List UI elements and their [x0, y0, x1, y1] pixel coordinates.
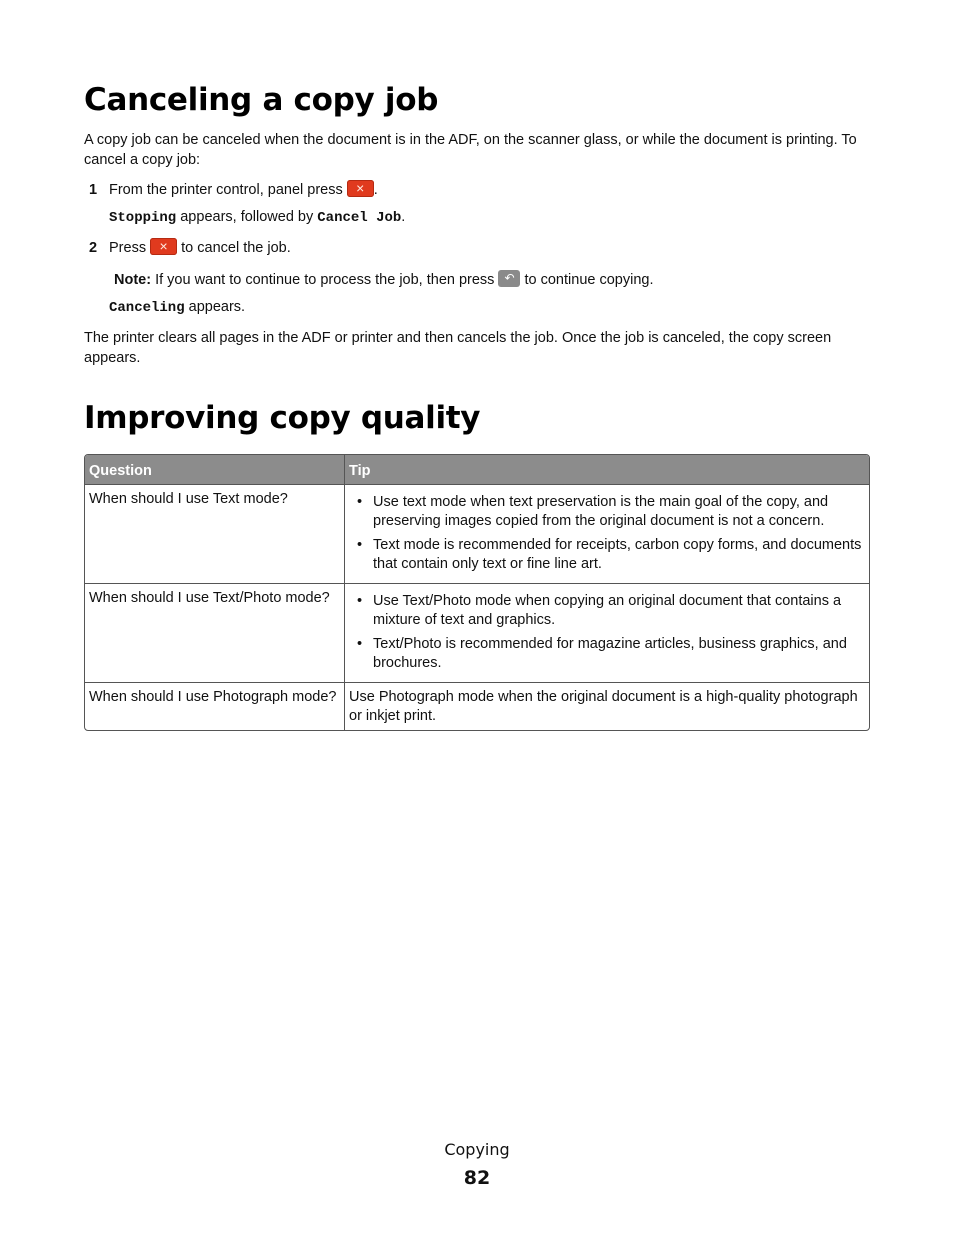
- tip-item: • Use text mode when text preservation is the main goal of the copy, and preserving images copied from the original document is not a concern.: [349, 493, 865, 531]
- copy-quality-table: [84, 454, 870, 731]
- step-text: From the printer control, panel press × .: [109, 180, 378, 200]
- table-header-row: [85, 455, 869, 485]
- canceling-appears: Canceling appears.: [109, 299, 246, 316]
- question-cell: When should I use Text/Photo mode?: [85, 584, 345, 683]
- column-header-tip: Tip: [345, 455, 869, 485]
- note-label: Note:: [114, 272, 152, 288]
- table-row: [85, 584, 869, 683]
- column-header-question: Question: [85, 455, 345, 485]
- step-1-result: Stopping appears, followed by Cancel Job.: [109, 209, 406, 226]
- heading-improving-copy-quality: Improving copy quality: [84, 400, 481, 436]
- tip-list: [349, 493, 865, 574]
- question-cell: When should I use Text mode?: [85, 485, 345, 584]
- tip-cell: [345, 485, 869, 584]
- step-number: 2: [89, 240, 98, 256]
- tip-cell: Use Photograph mode when the original document is a high-quality photograph or inkjet print.: [349, 689, 858, 724]
- stop-x-icon: [150, 238, 177, 255]
- tip-list: [349, 592, 865, 673]
- tip-item: • Use Text/Photo mode when copying an original document that contains a mixture of text and graphics.: [349, 592, 865, 630]
- tip-item: • Text mode is recommended for receipts, carbon copy forms, and documents that contain only text or fine line art.: [349, 536, 865, 574]
- stop-x-icon: [347, 180, 374, 197]
- tip-item: • Text/Photo is recommended for magazine articles, business graphics, and brochures.: [349, 635, 865, 673]
- back-arrow-icon: [498, 270, 520, 287]
- tip-cell: [345, 584, 869, 683]
- heading-canceling-copy-job: Canceling a copy job: [84, 82, 439, 118]
- outro-paragraph: The printer clears all pages in the ADF or printer and then cancels the job. Once the job is canceled, the copy screen appears.: [84, 330, 832, 366]
- step-number: 1: [89, 182, 98, 198]
- table-row: [85, 485, 869, 584]
- footer-page-number: 82: [463, 1167, 491, 1189]
- footer-chapter: Copying: [444, 1140, 510, 1159]
- question-cell: When should I use Photograph mode?: [85, 683, 345, 730]
- intro-paragraph: A copy job can be canceled when the document is in the ADF, on the scanner glass, or while the document is printing. To cancel a copy job:: [84, 132, 857, 168]
- table-row: [85, 683, 869, 730]
- note: Note: If you want to continue to process the job, then press ↶ to continue copying.: [114, 270, 653, 290]
- step-text: Press × to cancel the job.: [109, 238, 291, 258]
